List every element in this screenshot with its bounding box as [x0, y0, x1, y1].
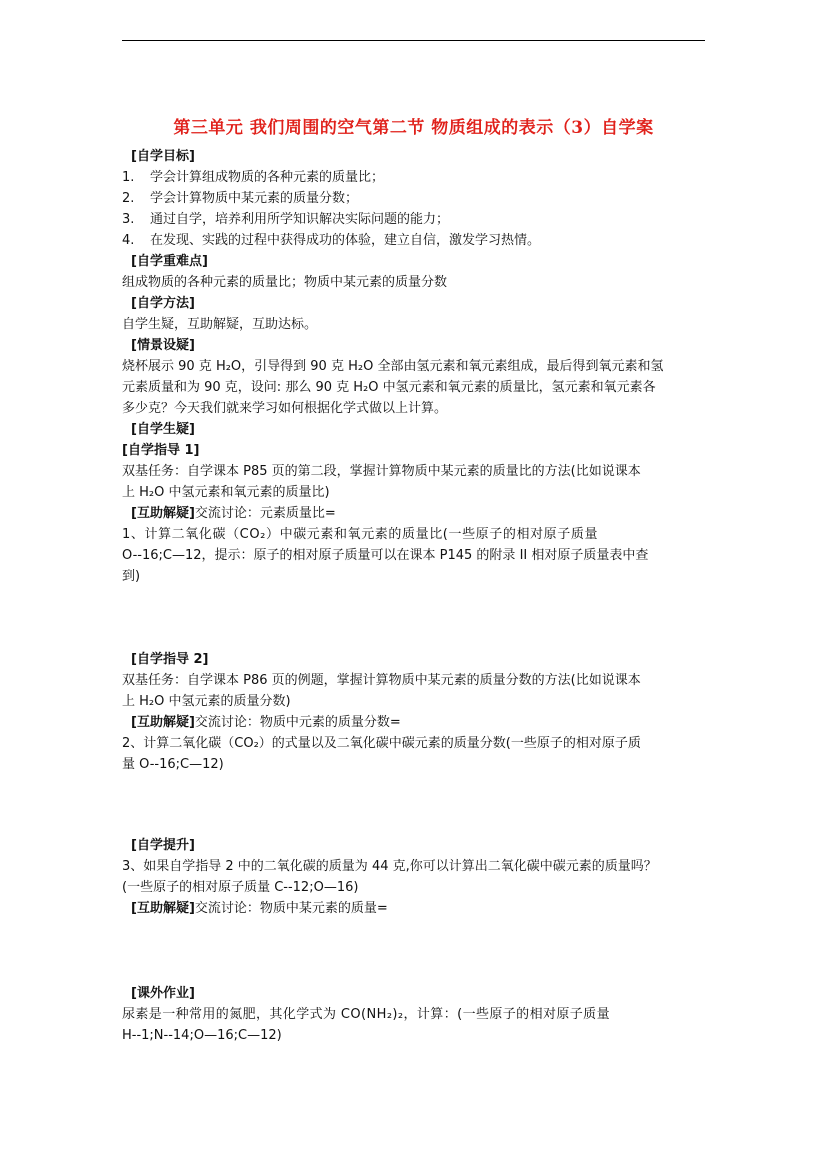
- scenario-line: 烧杯展示 90 克 H₂O，引导得到 90 克 H₂O 全部由氢元素和氧元素组成，最后得到氧元素和氢: [122, 359, 664, 374]
- guide2-line: 上 H₂O 中氢元素的质量分数): [122, 694, 291, 709]
- question-heading: [自学生疑]: [131, 422, 195, 437]
- scenario-heading: [情景设疑]: [131, 338, 195, 353]
- improve-heading: [自学提升]: [131, 838, 195, 853]
- goal-text: 通过自学，培养利用所学知识解决实际问题的能力；: [150, 212, 450, 227]
- goal-number: 2.: [122, 191, 135, 206]
- goal-item-3: [122, 209, 707, 230]
- guide2-line: 双基任务：自学课本 P86 页的例题，掌握计算物质中某元素的质量分数的方法(比如说课本: [122, 673, 641, 688]
- question-3-line: 3、如果自学指导 2 中的二氧化碳的质量为 44 克,你可以计算出二氧化碳中碳元素的质量吗？: [122, 859, 657, 874]
- goals-heading: [自学目标]: [131, 149, 195, 164]
- homework-line: 尿素是一种常用的氮肥，其化学式为 CO(NH₂)₂，计算：(一些原子的相对原子质量: [122, 1007, 610, 1022]
- discussion-text: 交流讨论：物质中某元素的质量=: [194, 901, 388, 916]
- guide2-heading: [自学指导 2]: [131, 652, 209, 667]
- answer-space: [122, 775, 707, 835]
- question-2-line: 量 O--16;C—12): [122, 757, 224, 772]
- discussion-label: [互助解疑]: [131, 901, 195, 916]
- homework-heading: [课外作业]: [131, 986, 195, 1001]
- page-title: 第三单元 我们周围的空气第二节 物质组成的表示（3）自学案: [173, 118, 654, 138]
- homework-line: H--1;N--14;O—16;C—12): [122, 1028, 282, 1043]
- goal-number: 4.: [122, 233, 135, 248]
- guide1-line: 上 H₂O 中氢元素和氧元素的质量比): [122, 485, 330, 500]
- goal-text: 学会计算物质中某元素的质量分数；: [150, 191, 359, 206]
- goal-number: 3.: [122, 212, 135, 227]
- question-1-line: 到): [122, 569, 141, 584]
- scenario-line: 元素质量和为 90 克，设问: 那么 90 克 H₂O 中氢元素和氧元素的质量比，氢元素和氧元素各: [122, 380, 656, 395]
- goal-text: 学会计算组成物质的各种元素的质量比；: [150, 170, 385, 185]
- scenario-line: 多少克？今天我们就来学习如何根据化学式做以上计算。: [122, 401, 448, 416]
- key-points-heading: [自学重难点]: [131, 254, 208, 269]
- method-heading: [自学方法]: [131, 296, 195, 311]
- answer-space: [122, 587, 707, 649]
- guide1-discussion: [122, 503, 707, 524]
- question-3-line: (一些原子的相对原子质量 C--12;O—16): [122, 880, 359, 895]
- goal-item-1: [122, 167, 707, 188]
- method-text: 自学生疑，互助解疑，互助达标。: [122, 317, 318, 332]
- guide2-discussion: [122, 712, 707, 733]
- question-1-line: 1、计算二氧化碳（CO₂）中碳元素和氧元素的质量比(一些原子的相对原子质量: [122, 527, 599, 542]
- discussion-text: 交流讨论：物质中元素的质量分数=: [194, 715, 401, 730]
- improve-discussion: [122, 898, 707, 919]
- answer-space: [122, 919, 707, 983]
- question-1-line: O--16;C—12，提示：原子的相对原子质量可以在课本 P145 的附录 II 相对原子质量表中查: [122, 548, 649, 563]
- guide1-heading: [自学指导 1]: [122, 443, 200, 458]
- goal-number: 1.: [122, 170, 135, 185]
- discussion-text: 交流讨论：元素质量比=: [194, 506, 336, 521]
- document-body: [122, 146, 707, 1046]
- goal-item-2: [122, 188, 707, 209]
- discussion-label: [互助解疑]: [131, 506, 195, 521]
- question-2-line: 2、计算二氧化碳（CO₂）的式量以及二氧化碳中碳元素的质量分数(一些原子的相对原子质: [122, 736, 641, 751]
- discussion-label: [互助解疑]: [131, 715, 195, 730]
- header-rule: [122, 40, 705, 41]
- guide1-line: 双基任务：自学课本 P85 页的第二段，掌握计算物质中某元素的质量比的方法(比如说课本: [122, 464, 641, 479]
- key-points-text: 组成物质的各种元素的质量比；物质中某元素的质量分数: [122, 275, 448, 290]
- goal-text: 在发现、实践的过程中获得成功的体验，建立自信，激发学习热情。: [150, 233, 541, 248]
- goal-item-4: [122, 230, 707, 251]
